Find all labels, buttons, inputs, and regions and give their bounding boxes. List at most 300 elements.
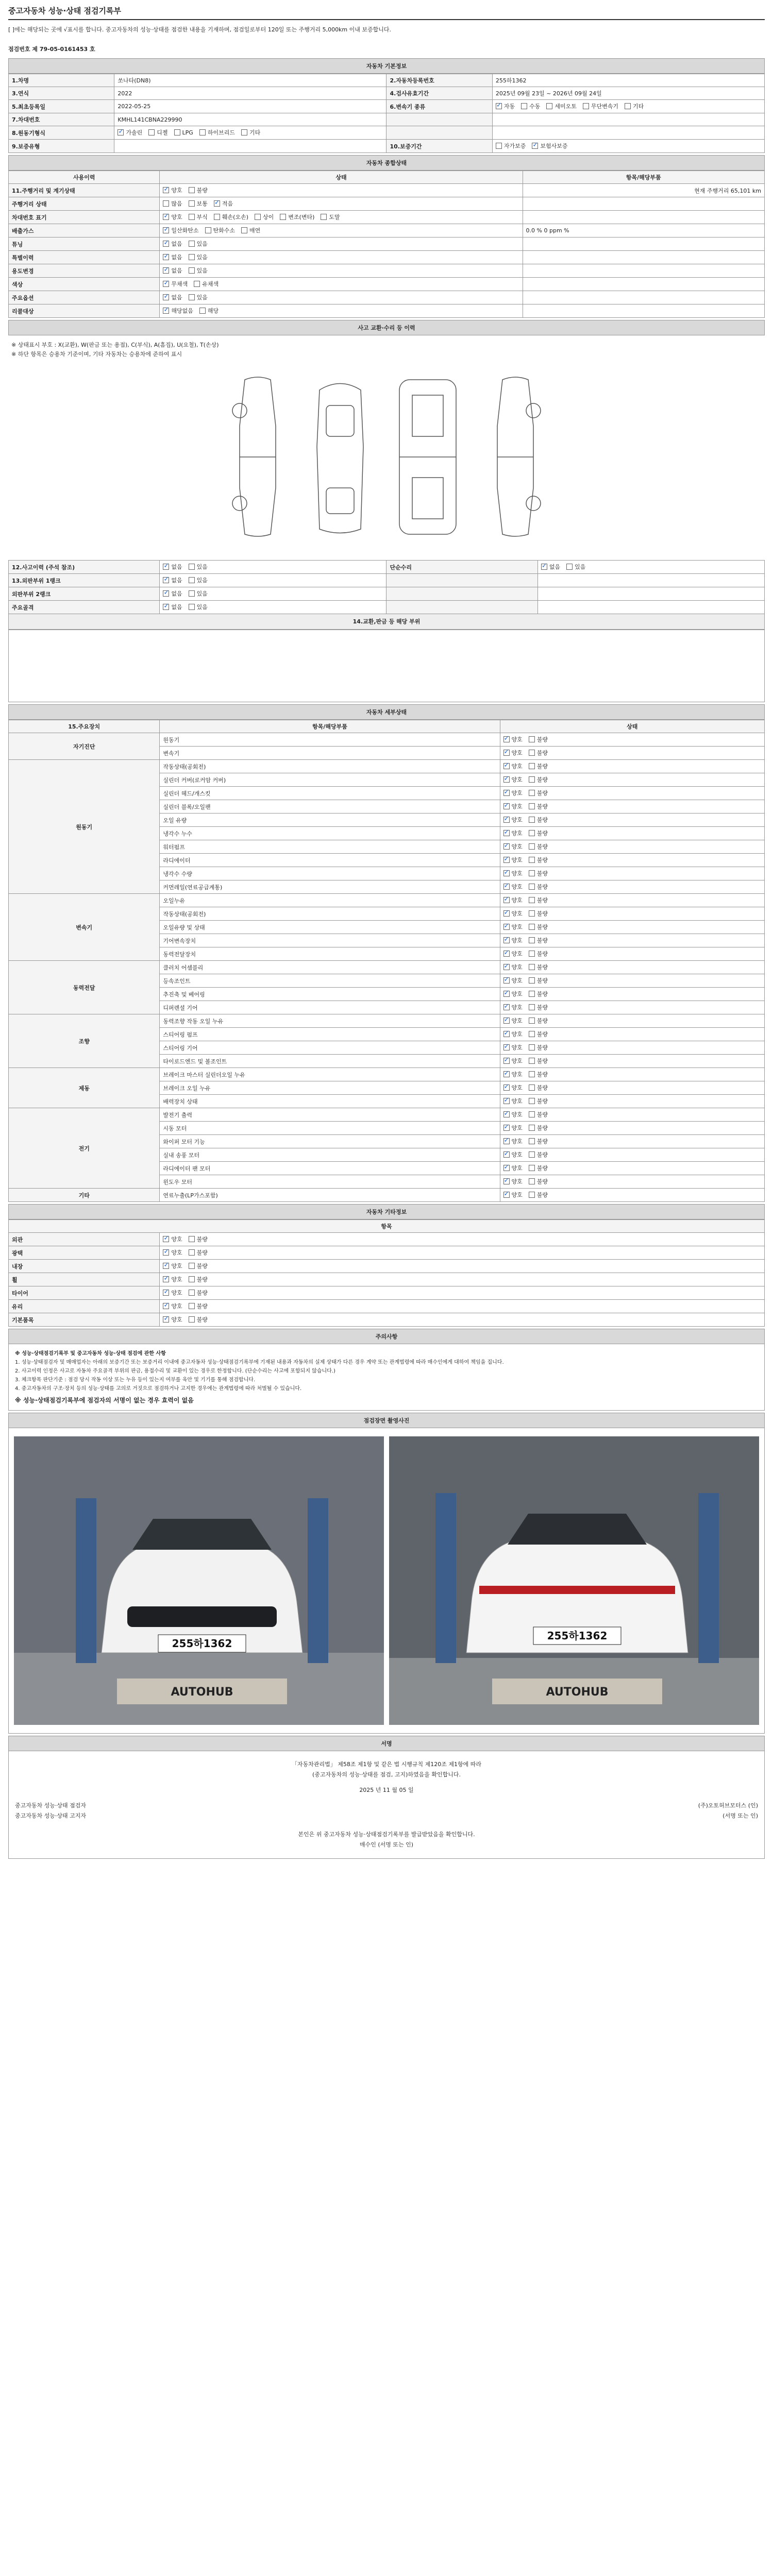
checkbox-box[interactable] [189,1276,195,1282]
accident-checkbox[interactable] [163,563,182,571]
checkbox-box[interactable] [503,790,510,796]
extra-checkbox[interactable] [163,1262,182,1270]
checkbox-box[interactable] [503,1071,510,1077]
extra-checkbox[interactable] [189,1235,208,1243]
detail-checkbox[interactable] [503,990,523,998]
detail-checkbox[interactable] [503,963,523,971]
fuel-checkbox[interactable] [199,128,235,137]
extra-checkbox[interactable] [189,1275,208,1283]
detail-item: 동력조향 작동 오일 누유 [160,1014,500,1028]
checkbox-box[interactable] [529,843,535,850]
detail-checkbox[interactable] [529,1110,548,1118]
sign-row-inspector [15,1801,758,1811]
checkbox-box[interactable] [503,736,510,742]
detail-state [500,921,764,934]
fuel-checkbox[interactable] [148,128,167,137]
checkbox-box[interactable] [529,1071,535,1077]
overall-checkbox[interactable] [205,226,236,234]
detail-checkbox[interactable] [503,1030,523,1038]
checkbox-box[interactable] [503,897,510,903]
checkbox-box[interactable] [529,790,535,796]
checkbox-box[interactable] [503,1004,510,1010]
extra-checkbox[interactable] [163,1302,182,1310]
checkbox-box[interactable] [529,910,535,917]
fuel-checkbox[interactable] [117,128,142,137]
checkbox-box[interactable] [529,803,535,809]
checkbox-box[interactable] [503,1098,510,1104]
detail-checkbox[interactable] [529,936,548,944]
detail-checkbox[interactable] [529,789,548,797]
detail-checkbox[interactable] [503,1110,523,1118]
checkbox-box[interactable] [503,964,510,970]
overall-checkbox[interactable] [189,293,208,301]
checkbox-label: 수동 [529,103,541,110]
accident-checkbox[interactable] [541,563,560,571]
checkbox-box[interactable] [189,590,195,597]
accident-checkbox[interactable] [163,603,182,611]
checkbox-box[interactable] [503,803,510,809]
checkbox-box[interactable] [163,1249,169,1256]
checkbox-box[interactable] [529,977,535,984]
detail-checkbox[interactable] [529,869,548,877]
overall-checkbox[interactable] [321,213,340,221]
checkbox-box[interactable] [529,763,535,769]
accident-checkbox[interactable] [189,576,208,584]
checkbox-box[interactable] [529,897,535,903]
detail-checkbox[interactable] [503,923,523,931]
checkbox-box[interactable] [529,830,535,836]
checkbox-box[interactable] [163,564,169,570]
checkbox-box[interactable] [503,977,510,984]
checkbox-box[interactable] [189,1303,195,1309]
checkbox-box[interactable] [241,227,247,233]
checkbox-box[interactable] [529,1004,535,1010]
detail-checkbox[interactable] [529,950,548,958]
checkbox-box[interactable] [189,1316,195,1323]
checkbox-box[interactable] [532,143,538,149]
detail-checkbox[interactable] [503,735,523,743]
checkbox-box[interactable] [199,129,206,135]
detail-checkbox[interactable] [503,816,523,824]
checkbox-box[interactable] [174,129,180,135]
extra-checkbox[interactable] [163,1235,182,1243]
checkbox-box[interactable] [529,951,535,957]
accident-label [386,574,537,587]
checkbox-box[interactable] [503,817,510,823]
detail-checkbox[interactable] [503,802,523,810]
checkbox-box[interactable] [529,750,535,756]
accident-options [541,565,592,571]
checkbox-box[interactable] [214,214,220,220]
detail-checkbox[interactable] [529,1137,548,1145]
overall-checkbox[interactable] [199,307,219,315]
checkbox-box[interactable] [321,214,327,220]
checkbox-box[interactable] [503,1125,510,1131]
checkbox-box[interactable] [189,564,195,570]
detail-checkbox[interactable] [529,749,548,757]
detail-checkbox[interactable] [503,950,523,958]
checkbox-box[interactable] [529,884,535,890]
checkbox-box[interactable] [503,830,510,836]
basic-label: 4.검사유효기간 [386,87,492,100]
detail-item: 실린더 헤드/개스킷 [160,787,500,800]
checkbox-box[interactable] [163,1236,169,1242]
checkbox-box[interactable] [189,1263,195,1269]
accident-checkbox[interactable] [566,563,585,571]
overall-checkbox[interactable] [163,199,182,208]
overall-checkbox[interactable] [255,213,274,221]
detail-checkbox[interactable] [529,1124,548,1132]
extra-options [163,1237,214,1244]
accident-checkbox[interactable] [189,603,208,611]
extra-state [160,1286,765,1300]
checkbox-box[interactable] [280,214,286,220]
detail-checkbox[interactable] [503,1177,523,1185]
overall-checkbox[interactable] [189,213,208,221]
checkbox-box[interactable] [189,254,195,260]
detail-item: 변속기 [160,747,500,760]
overall-checkbox[interactable] [163,280,188,288]
checkbox-label: 불량 [536,1004,548,1011]
checkbox-box[interactable] [503,1084,510,1091]
detail-checkbox[interactable] [503,936,523,944]
doc-title: 중고자동차 성능·상태 점검기록부 [8,0,765,20]
checkbox-box[interactable] [189,214,195,220]
detail-checkbox[interactable] [529,816,548,824]
overall-checkbox[interactable] [163,293,182,301]
checkbox-box[interactable] [529,991,535,997]
overall-checkbox[interactable] [163,186,182,194]
detail-checkbox[interactable] [503,1057,523,1065]
extra-checkbox[interactable] [163,1289,182,1297]
checkbox-box[interactable] [189,1290,195,1296]
checkbox-box[interactable] [529,1151,535,1158]
checkbox-box[interactable] [529,937,535,943]
extra-checkbox[interactable] [163,1315,182,1324]
checkbox-box[interactable] [503,884,510,890]
detail-checkbox[interactable] [503,1043,523,1052]
checkbox-box[interactable] [503,1018,510,1024]
checkbox-box[interactable] [163,1303,169,1309]
checkbox-box[interactable] [503,763,510,769]
detail-checkbox[interactable] [529,883,548,891]
checkbox-box[interactable] [496,143,502,149]
checkbox-box[interactable] [189,604,195,610]
checkbox-box[interactable] [503,1151,510,1158]
basic-label: 10.보증기간 [386,140,492,153]
checkbox-box[interactable] [529,1138,535,1144]
checkbox-box[interactable] [529,776,535,783]
checkbox-label: 양호 [171,1236,182,1243]
extra-checkbox[interactable] [189,1289,208,1297]
extra-checkbox[interactable] [189,1315,208,1324]
checkbox-box[interactable] [163,267,169,274]
checkbox-box[interactable] [503,910,510,917]
detail-checkbox[interactable] [529,1083,548,1092]
transmission-checkbox[interactable] [583,102,618,110]
checkbox-box[interactable] [117,129,124,135]
checkbox-box[interactable] [199,308,206,314]
checkbox-box[interactable] [163,241,169,247]
checkbox-box[interactable] [148,129,155,135]
checkbox-box[interactable] [503,1031,510,1037]
accident-checkbox[interactable] [189,563,208,571]
fuel-checkbox[interactable] [174,129,193,136]
detail-checkbox[interactable] [529,1057,548,1065]
checkbox-box[interactable] [503,951,510,957]
detail-checkbox[interactable] [529,829,548,837]
checkbox-box[interactable] [503,1138,510,1144]
checkbox-box[interactable] [529,1178,535,1184]
checkbox-box[interactable] [529,817,535,823]
checkbox-box[interactable] [529,1098,535,1104]
checkbox-box[interactable] [529,964,535,970]
checkbox-box[interactable] [163,254,169,260]
overall-checkbox[interactable] [189,240,208,248]
overall-checkbox[interactable] [189,186,208,194]
checkbox-box[interactable] [529,1111,535,1117]
checkbox-box[interactable] [503,1044,510,1050]
warranty-checkbox[interactable] [496,142,526,150]
detail-checkbox[interactable] [503,1150,523,1159]
checkbox-box[interactable] [163,200,169,207]
transmission-checkbox[interactable] [496,102,515,110]
detail-checkbox[interactable] [529,856,548,864]
overall-checkbox[interactable] [189,253,208,261]
detail-checkbox[interactable] [529,802,548,810]
detail-state [500,1108,764,1122]
detail-checkbox[interactable] [503,789,523,797]
checkbox-box[interactable] [503,1192,510,1198]
checkbox-box[interactable] [503,937,510,943]
checkbox-box[interactable] [529,1125,535,1131]
checkbox-box[interactable] [529,1058,535,1064]
extra-checkbox[interactable] [189,1302,208,1310]
checkbox-box[interactable] [546,103,552,109]
detail-checkbox[interactable] [529,1016,548,1025]
checkbox-box[interactable] [529,1031,535,1037]
detail-checkbox[interactable] [529,775,548,784]
checkbox-box[interactable] [503,1111,510,1117]
detail-checkbox[interactable] [503,775,523,784]
overall-checkbox[interactable] [241,226,260,234]
checkbox-box[interactable] [503,991,510,997]
detail-checkbox[interactable] [529,1150,548,1159]
accident-state [160,587,386,601]
checkbox-box[interactable] [503,924,510,930]
checkbox-box[interactable] [163,1316,169,1323]
detail-checkbox[interactable] [529,923,548,931]
checkbox-box[interactable] [241,129,247,135]
checkbox-box[interactable] [163,187,169,193]
checkbox-box[interactable] [163,590,169,597]
transmission-checkbox[interactable] [546,102,577,110]
checkbox-box[interactable] [163,294,169,300]
checkbox-box[interactable] [214,200,220,207]
detail-checkbox[interactable] [503,1016,523,1025]
checkbox-box[interactable] [189,577,195,583]
checkbox-box[interactable] [189,1236,195,1242]
checkbox-box[interactable] [189,187,195,193]
detail-row [9,733,765,747]
overall-label: 11.주행거리 및 계기상태 [9,184,160,197]
checkbox-box[interactable] [503,776,510,783]
detail-checkbox[interactable] [529,1030,548,1038]
extra-state [160,1300,765,1313]
detail-checkbox[interactable] [503,1083,523,1092]
detail-checkbox[interactable] [503,1124,523,1132]
detail-checkbox[interactable] [529,990,548,998]
checkbox-box[interactable] [163,604,169,610]
checkbox-box[interactable] [625,103,631,109]
detail-checkbox[interactable] [529,1070,548,1078]
detail-checkbox[interactable] [529,976,548,985]
overall-checkbox[interactable] [163,307,193,315]
overall-checkbox[interactable] [280,213,314,221]
detail-checkbox[interactable] [529,896,548,904]
detail-row [9,760,765,773]
checkbox-box[interactable] [529,1192,535,1198]
detail-checkbox[interactable] [529,735,548,743]
detail-checkbox[interactable] [503,1137,523,1145]
checkbox-box[interactable] [163,577,169,583]
checkbox-box[interactable] [189,241,195,247]
checkbox-box[interactable] [503,1165,510,1171]
checkbox-label: 불량 [536,910,548,917]
overall-checkbox[interactable] [163,253,182,261]
detail-checkbox[interactable] [503,856,523,864]
detail-checkbox[interactable] [503,1191,523,1199]
detail-checkbox[interactable] [529,842,548,851]
overall-checkbox[interactable] [214,213,248,221]
detail-checkbox[interactable] [503,1097,523,1105]
overall-checkbox[interactable] [163,266,182,275]
checkbox-box[interactable] [163,227,169,233]
checkbox-box[interactable] [189,267,195,274]
detail-state [500,1028,764,1041]
overall-checkbox[interactable] [194,280,219,288]
checkbox-box[interactable] [163,1290,169,1296]
detail-checkbox[interactable] [503,842,523,851]
detail-checkbox[interactable] [503,869,523,877]
detail-checkbox[interactable] [529,1097,548,1105]
detail-checkbox[interactable] [503,1003,523,1011]
checkbox-box[interactable] [541,564,547,570]
extra-checkbox[interactable] [189,1248,208,1257]
checkbox-label: 불량 [536,1111,548,1118]
checkbox-box[interactable] [566,564,573,570]
checkbox-label: 양호 [511,1044,523,1051]
checkbox-box[interactable] [521,103,527,109]
checkbox-box[interactable] [163,214,169,220]
warranty-checkbox[interactable] [532,142,567,150]
checkbox-box[interactable] [503,750,510,756]
detail-checkbox[interactable] [529,1003,548,1011]
checkbox-box[interactable] [496,103,502,109]
accident-checkbox[interactable] [163,589,182,598]
checkbox-box[interactable] [503,870,510,876]
detail-options [503,1139,554,1146]
detail-checkbox[interactable] [529,1191,548,1199]
checkbox-box[interactable] [529,1044,535,1050]
checkbox-box[interactable] [163,1263,169,1269]
overall-note [523,238,764,251]
detail-checkbox[interactable] [529,762,548,770]
detail-checkbox[interactable] [529,1164,548,1172]
detail-checkbox[interactable] [503,1164,523,1172]
checkbox-box[interactable] [503,843,510,850]
checkbox-box[interactable] [503,1178,510,1184]
checkbox-box[interactable] [583,103,589,109]
detail-state [500,1014,764,1028]
checkbox-label: 불량 [536,803,548,810]
checkbox-box[interactable] [255,214,261,220]
checkbox-box[interactable] [529,857,535,863]
detail-checkbox[interactable] [529,1177,548,1185]
checkbox-box[interactable] [529,1018,535,1024]
detail-item: 오일누유 [160,894,500,907]
detail-state [500,907,764,921]
checkbox-box[interactable] [189,294,195,300]
checkbox-box[interactable] [205,227,211,233]
overall-checkbox[interactable] [163,240,182,248]
checkbox-box[interactable] [529,1084,535,1091]
detail-item: 냉각수 누수 [160,827,500,840]
detail-checkbox[interactable] [503,829,523,837]
overall-checkbox[interactable] [163,213,182,221]
checkbox-box[interactable] [529,736,535,742]
checkbox-box[interactable] [503,857,510,863]
detail-checkbox[interactable] [529,909,548,918]
checkbox-box[interactable] [189,1249,195,1256]
fuel-checkbox[interactable] [241,128,260,137]
transmission-checkbox[interactable] [521,102,540,110]
detail-checkbox[interactable] [503,1070,523,1078]
overall-checkbox[interactable] [163,226,198,234]
detail-checkbox[interactable] [503,762,523,770]
accident-label: 13.외판부위 1랭크 [9,574,160,587]
checkbox-box[interactable] [194,281,200,287]
overall-checkbox[interactable] [189,266,208,275]
checkbox-box[interactable] [189,200,195,207]
section-photos: 점검장면 촬영사진 [8,1413,765,1428]
checkbox-box[interactable] [529,1165,535,1171]
detail-checkbox[interactable] [529,1043,548,1052]
transmission-checkbox[interactable] [625,102,644,110]
detail-state [500,947,764,961]
detail-checkbox[interactable] [503,909,523,918]
accident-checkbox[interactable] [163,576,182,584]
checkbox-box[interactable] [503,1058,510,1064]
detail-checkbox[interactable] [503,896,523,904]
extra-checkbox[interactable] [163,1248,182,1257]
extra-checkbox[interactable] [189,1262,208,1270]
detail-checkbox[interactable] [529,963,548,971]
accident-checkbox[interactable] [189,589,208,598]
checkbox-box[interactable] [163,1276,169,1282]
overall-checkbox[interactable] [189,199,208,208]
detail-checkbox[interactable] [503,976,523,985]
checkbox-box[interactable] [163,308,169,314]
checkbox-box[interactable] [529,924,535,930]
extra-checkbox[interactable] [163,1275,182,1283]
overall-checkbox[interactable] [214,199,233,208]
accident-row [9,561,765,574]
detail-checkbox[interactable] [503,749,523,757]
checkbox-box[interactable] [529,870,535,876]
checkbox-box[interactable] [163,281,169,287]
detail-checkbox[interactable] [503,883,523,891]
